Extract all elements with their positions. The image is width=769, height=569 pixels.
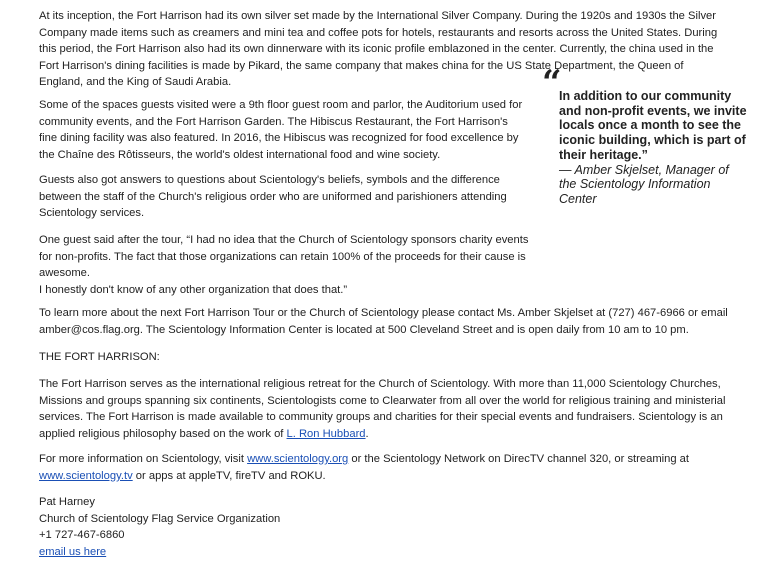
contact-block — [39, 494, 439, 560]
quote-mark-icon: “ — [542, 63, 562, 103]
scientology-tv-link[interactable]: www.scientology.tv — [39, 469, 133, 482]
paragraph-text: Guests also got answers to questions about Scientology's beliefs, symbols and the difference between the staff of the Church's religious order who are uniformed and parishioners attending Scientology services. — [39, 174, 507, 220]
l-ron-hubbard-link[interactable]: L. Ron Hubbard — [286, 427, 366, 440]
paragraph-text: One guest said after the tour, “I had no idea that the Church of Scientology sponsors charity events for non-profits. The fact that those organizations can retain 100% of the proceeds for their cause is awesome. — [39, 234, 529, 280]
paragraph-text: . — [365, 427, 369, 440]
paragraph-text: For more information on Scientology, visit — [39, 453, 248, 465]
email-us-link[interactable]: email us here — [39, 545, 107, 558]
pull-quote — [559, 89, 749, 207]
paragraph-spaces-visited — [39, 97, 529, 163]
paragraph-text: I honestly don't know of any other organization that does that.” — [39, 283, 348, 296]
contact-name: Pat Harney — [39, 496, 95, 508]
scientology-org-link[interactable]: www.scientology.org — [247, 453, 349, 465]
pull-quote-text: In addition to our community and non-profit events, we invite locals once a month to see the iconic building, which is part of their heritage.” — [559, 89, 747, 162]
paragraph-text: or apps at appleTV, fireTV and ROKU. — [132, 469, 326, 482]
contact-org: Church of Scientology Flag Service Organization — [39, 512, 281, 525]
paragraph-silver-set — [39, 8, 729, 91]
paragraph-text: At its inception, the Fort Harrison had its own silver set made by the International Silver Company. During the 1920s and 1930s the Silver Company made items such as creamers and mini tea and coffee pots for hotels, restaurants and resorts across the United States. During this period, the Fort Harrison also had its own dinnerware with its iconic profile emblazoned in the center. Currently, the china used in the Fort Harrison's dining facilities is made by Pikard, the same company that makes china for the US State Department, the Queen of England, and the King of Saudi Arabia. — [39, 10, 718, 89]
section-heading — [39, 349, 739, 366]
paragraph-text: Some of the spaces guests visited were a 9th floor guest room and parlor, the Auditorium used for community events, and the Fort Harrison Garden. The Hibiscus Restaurant, the Fort Harrison's fine dining facility was also featured. In 2016, the Hibiscus was recognized for food excellence by the Chaîne des Rôtisseurs, the world's oldest international food and wine society. — [39, 99, 523, 161]
paragraph-text: To learn more about the next Fort Harrison Tour or the Church of Scientology please contact Ms. Amber Skjelset at (727) 467-6966 or email amber@cos.flag.org. The Scientology Information Center is located at 500 Cleveland Street and is open daily from 10 am to 10 pm. — [39, 307, 728, 336]
paragraph-text: The Fort Harrison serves as the international religious retreat for the Church of Scientology. With more than 11,000 Scientology Churches, Missions and groups spanning six continents, Scientologists come to Clearwater from all over the world for religious training and ministerial services. The Fort Harrison is made available to community groups and charities for their special events and fundraisers. Scientology is an applied religious philosophy based on the work of — [39, 378, 726, 440]
paragraph-learn-more — [39, 305, 739, 338]
paragraph-about-fort-harrison — [39, 376, 739, 442]
contact-phone: +1 727-467-6860 — [39, 529, 125, 542]
heading-text: THE FORT HARRISON: — [39, 351, 160, 363]
paragraph-text: or the Scientology Network on DirecTV channel 320, or streaming at — [348, 453, 690, 465]
paragraph-guest-answers — [39, 172, 514, 222]
paragraph-more-info — [39, 451, 729, 484]
paragraph-guest-quote — [39, 232, 534, 298]
pull-quote-attribution: — Amber Skjelset, Manager of the Scientology Information Center — [559, 162, 729, 206]
